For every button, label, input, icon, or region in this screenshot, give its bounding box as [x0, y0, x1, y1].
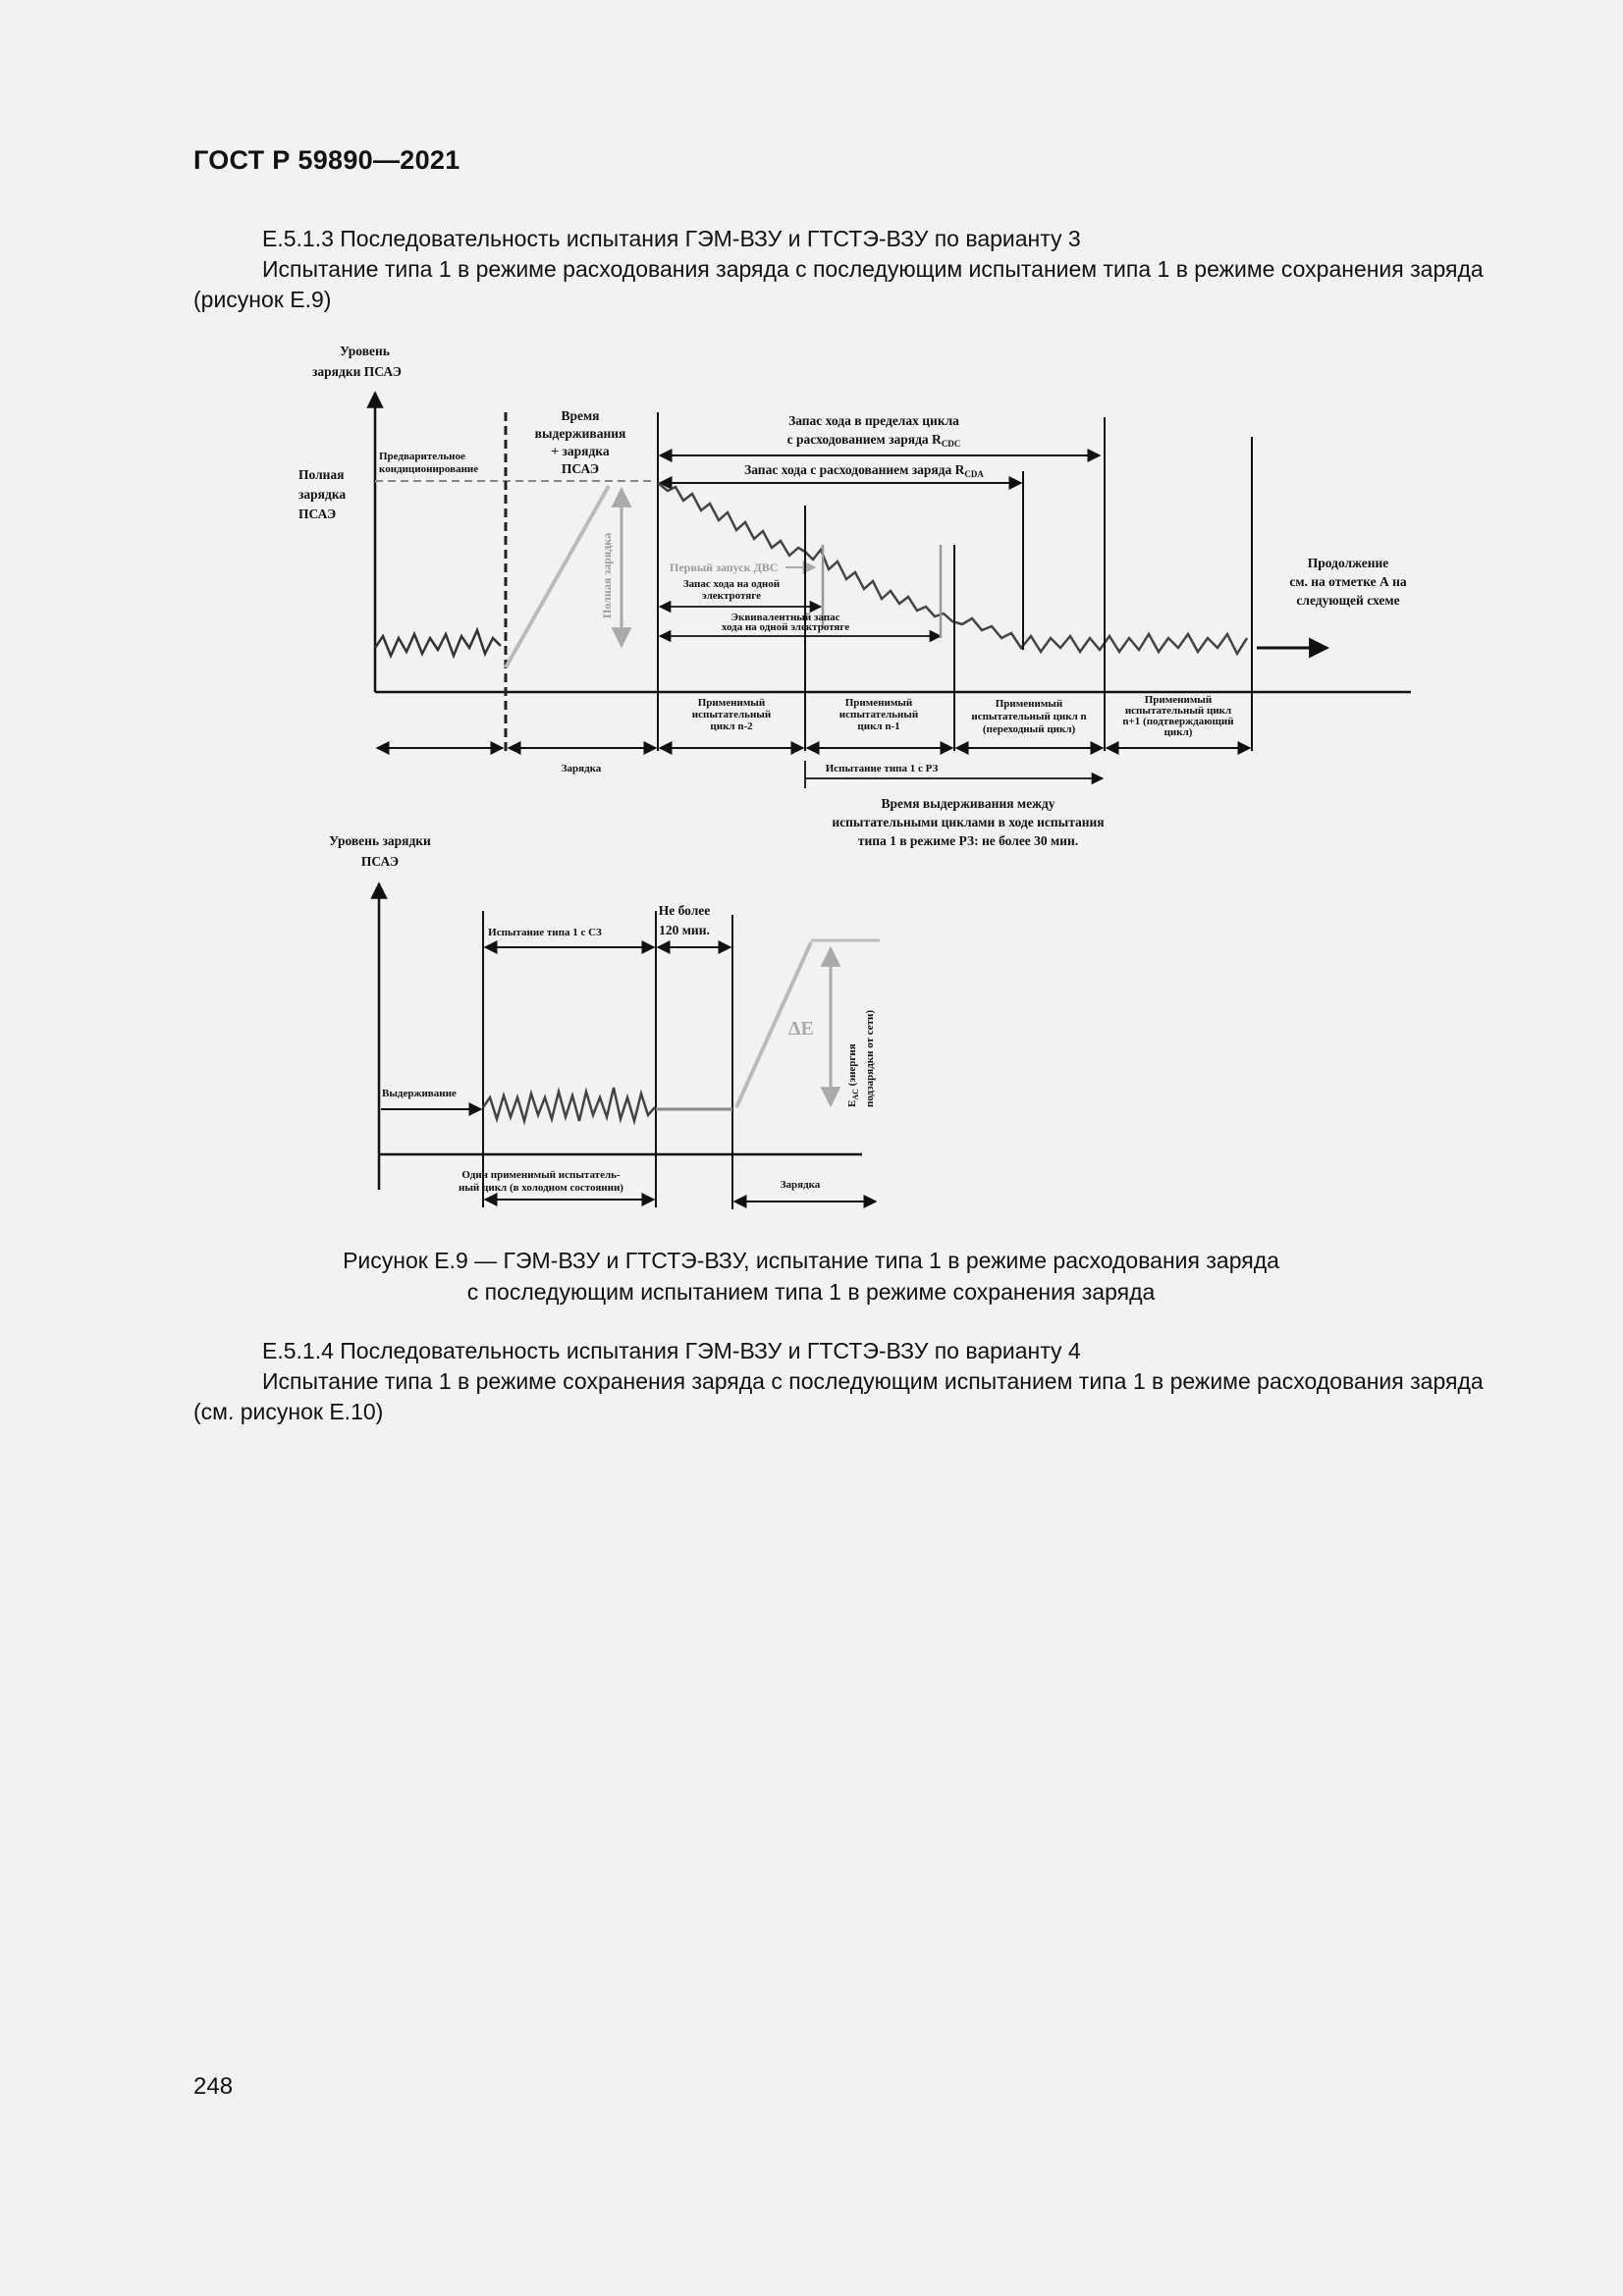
rcdc-1: Запас хода в пределах цикла [788, 413, 959, 428]
bottom-charging-label: Зарядка [780, 1179, 821, 1191]
soak-4: ПСАЭ [561, 461, 600, 476]
y-label-1: Уровень [340, 344, 390, 358]
cycle-n2-1: Применимый [697, 697, 766, 709]
precond-2: кондиционирование [379, 463, 479, 475]
cycle-n1-2: испытательный [839, 709, 919, 721]
cycle-np1-4: цикл) [1163, 726, 1193, 738]
bottom-y-label-2: ПСАЭ [360, 854, 400, 869]
delta-e-label: ΔE [788, 1018, 814, 1040]
cycle-n1-1: Применимый [844, 697, 913, 709]
first-ice-start: Первый запуск ДВС [670, 561, 779, 574]
full-charge-2: зарядка [298, 487, 347, 502]
cs-trace [483, 1088, 655, 1121]
cycle-n2-3: цикл n-2 [710, 721, 753, 732]
full-charge-vertical: Полная зарядка [600, 532, 614, 618]
soak-between-1: Время выдерживания между [881, 796, 1055, 811]
cs-test-label: Испытание типа 1 с СЗ [488, 927, 602, 938]
section-e513-title: Е.5.1.3 Последовательность испытания ГЭМ-ВЗУ и ГТСТЭ-ВЗУ по варианту 3 [262, 226, 1081, 251]
cycle-n1-3: цикл n-1 [857, 721, 900, 732]
document-header: ГОСТ Р 59890—2021 [193, 145, 460, 175]
cycle-np1-1: Применимый [1144, 694, 1213, 706]
continuation-1: Продолжение [1307, 556, 1389, 570]
max-time-2: 120 мин. [659, 923, 710, 937]
page-number: 248 [193, 2073, 234, 2100]
soak-label: Выдерживание [382, 1088, 457, 1099]
section-e514-text: Испытание типа 1 в режиме сохранения заряда с последующим испытанием типа 1 в режиме расходования заряда (см. рисунок Е.10) [193, 1368, 1484, 1424]
eaer-1: Эквивалентный запас [730, 612, 840, 623]
eac-3: подзарядки от сети) [864, 1009, 876, 1107]
precond-trace [375, 630, 501, 656]
precond-1: Предварительное [379, 451, 465, 462]
charging-label: Зарядка [561, 763, 602, 774]
caption-line-2: с последующим испытанием типа 1 в режиме сохранения заряда [466, 1279, 1156, 1305]
soak-between-3: типа 1 в режиме РЗ: не более 30 мин. [857, 833, 1079, 848]
cycle-np1-3: n+1 (подтверждающий [1122, 716, 1234, 727]
cycle-np1-2: испытательный цикл [1124, 705, 1232, 717]
soak-2: выдерживания [534, 426, 626, 441]
y-label-2: зарядки ПСАЭ [312, 364, 402, 379]
charge-ramp [506, 486, 609, 667]
soak-3: + зарядка [551, 444, 610, 458]
aer-1: Запас хода на одной [682, 578, 781, 590]
section-e514-title: Е.5.1.4 Последовательность испытания ГЭМ-ВЗУ и ГТСТЭ-ВЗУ по варианту 4 [262, 1338, 1081, 1363]
section-e513-text: Испытание типа 1 в режиме расходования заряда с последующим испытанием типа 1 в режиме сохранения заряда (рисунок Е.9) [193, 256, 1484, 312]
full-charge-1: Полная [298, 467, 345, 482]
cycle-n-1: Применимый [995, 698, 1063, 710]
cd-test-label: Испытание типа 1 с РЗ [825, 763, 939, 774]
cycle-n2-2: испытательный [691, 709, 772, 721]
cold-cycle-2: ный цикл (в холодном состоянии) [459, 1182, 623, 1194]
aer-2: электротяге [702, 590, 761, 602]
soak-between-2: испытательными циклами в ходе испытания [832, 815, 1105, 829]
cycle-n-2: испытательный цикл n [971, 711, 1087, 722]
rcda: Запас хода с расходованием заряда $R_{CDA}$ [744, 462, 984, 479]
bottom-y-label-1: Уровень зарядки [329, 833, 431, 848]
figure-caption [193, 1245, 1429, 1308]
max-time-1: Не более [658, 903, 711, 918]
continuation-2: см. на отметке А на [1289, 574, 1407, 589]
rcdc-2: с расходованием заряда $R_{CDC}$ [786, 432, 961, 449]
cycle-n-3: (переходный цикл) [982, 723, 1076, 735]
full-charge-3: ПСАЭ [298, 507, 337, 521]
continuation-3: следующей схеме [1296, 593, 1400, 608]
cold-cycle-1: Один применимый испытатель- [461, 1169, 621, 1181]
eaer-2: хода на одной электротяге [721, 621, 850, 633]
eac-1: $E_{AC}$ (энергия [846, 1043, 860, 1107]
caption-line-1: Рисунок Е.9 — ГЭМ-ВЗУ и ГТСТЭ-ВЗУ, испытание типа 1 в режиме расходования заряда [343, 1248, 1279, 1273]
soak-1: Время [561, 408, 600, 423]
